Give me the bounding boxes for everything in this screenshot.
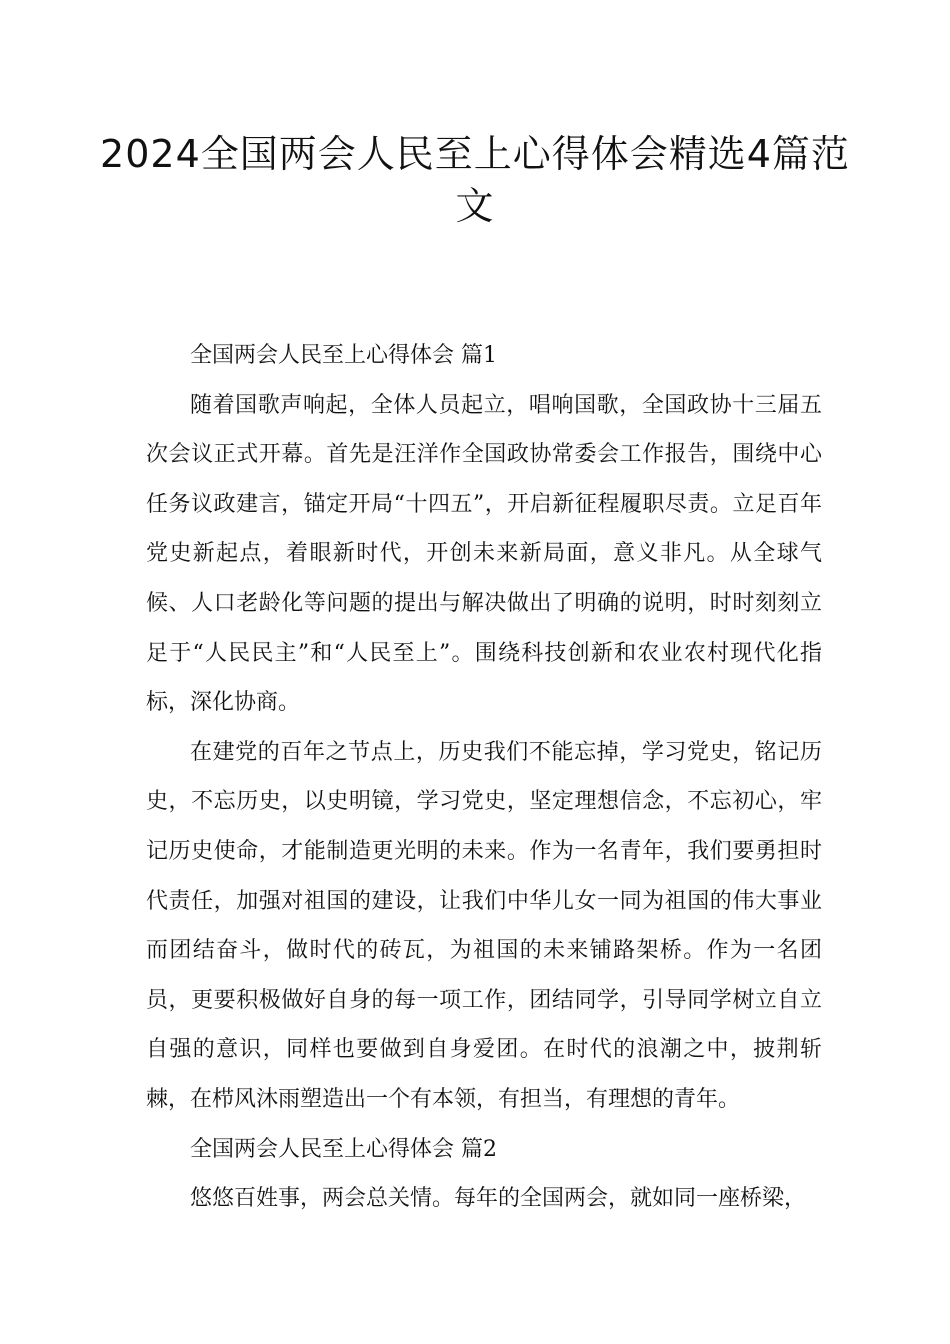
section-heading-1: 全国两会人民至上心得体会 篇1 bbox=[190, 343, 497, 368]
document-body bbox=[146, 331, 822, 1224]
document-title: 2024全国两会人民至上心得体会精选4篇范文 bbox=[100, 132, 850, 228]
section-heading-2: 全国两会人民至上心得体会 篇2 bbox=[190, 1136, 497, 1162]
section-1-paragraph-2: 在建党的百年之节点上，历史我们不能忘掉，学习党史，铭记历史，不忘历史，以史明镜，学习党史，坚定理想信念，不忘初心，牢记历史使命，才能制造更光明的未来。作为一名青年，我们要勇担时代责任，加强对祖国的建设，让我们中华儿女一同为祖国的伟大事业而团结奋斗，做时代的砖瓦，为祖国的未来铺路架桥。作为一名团员，更要积极做好自身的每一项工作，团结同学，引导同学树立自立自强的意识，同样也要做到自身爱团。在时代的浪潮之中，披荆斩棘，在栉风沐雨塑造出一个有本领，有担当，有理想的青年。 bbox=[146, 739, 822, 1112]
section-1-paragraph-1: 随着国歌声响起，全体人员起立，唱响国歌，全国政协十三届五次会议正式开幕。首先是汪洋作全国政协常委会工作报告，围绕中心任务议政建言，锚定开局“十四五”，开启新征程履职尽责。立足百年党史新起点，着眼新时代，开创未来新局面，意义非凡。从全球气候、人口老龄化等问题的提出与解决做出了明确的说明，时时刻刻立足于“人民民主”和“人民至上”。围绕科技创新和农业农村现代化指标，深化协商。 bbox=[146, 392, 822, 716]
section-2-paragraph-1: 悠悠百姓事，两会总关情。每年的全国两会，就如同一座桥梁， bbox=[190, 1186, 807, 1212]
